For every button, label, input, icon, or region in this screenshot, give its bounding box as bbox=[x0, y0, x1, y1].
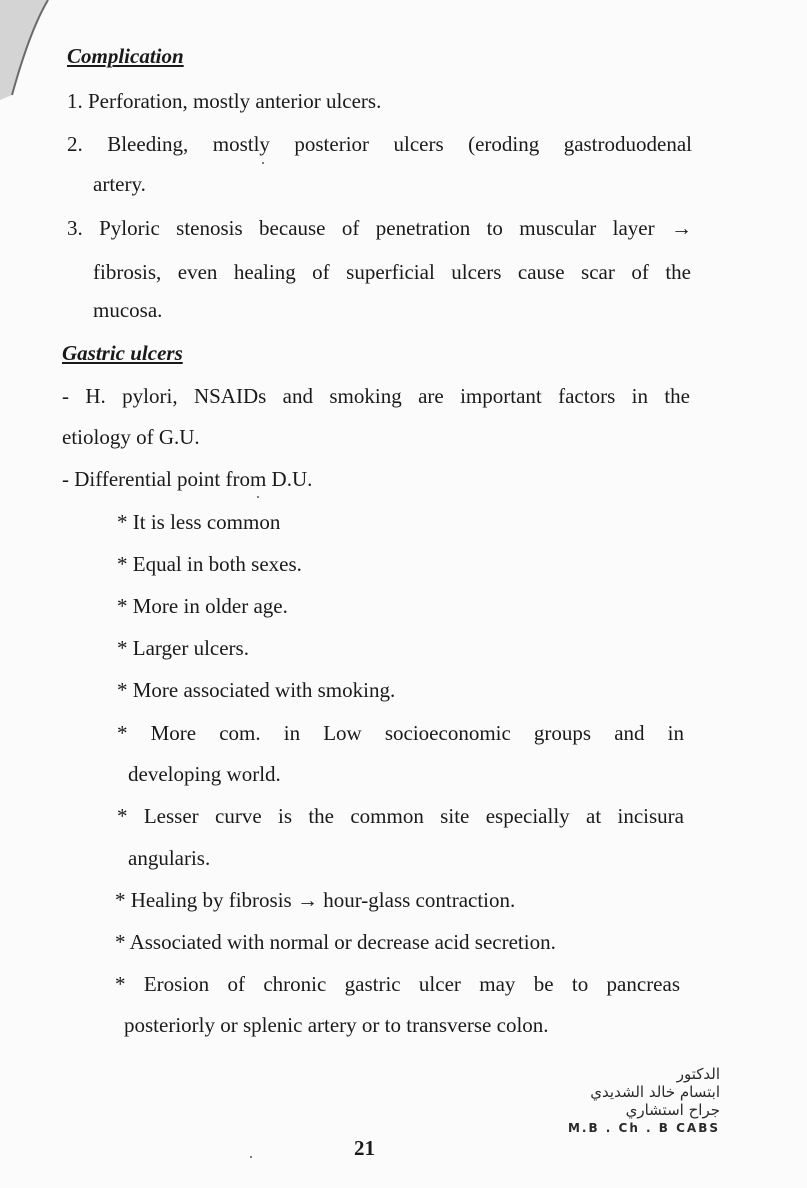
complication-item-3-line-2: fibrosis, even healing of superficial ulcers cause scar of the bbox=[93, 260, 691, 284]
bullet-item: * Larger ulcers. bbox=[117, 636, 249, 660]
bullet-item: * Associated with normal or decrease acid secretion. bbox=[115, 930, 556, 954]
scan-speck bbox=[262, 162, 264, 164]
page-number: 21 bbox=[354, 1136, 375, 1160]
scan-speck bbox=[257, 496, 259, 498]
bullet-item-continuation: angularis. bbox=[128, 846, 211, 870]
stamp-name: ابتسام خالد الشديدي bbox=[590, 1083, 720, 1101]
bullet-item: * More associated with smoking. bbox=[117, 678, 396, 702]
stamp-title: الدكتور bbox=[676, 1065, 720, 1083]
gastric-ulcers-heading: Gastric ulcers bbox=[62, 341, 183, 365]
complication-item-1: 1. Perforation, mostly anterior ulcers. bbox=[67, 89, 382, 113]
bullet-item: * Equal in both sexes. bbox=[117, 552, 302, 576]
doctor-stamp bbox=[520, 1065, 720, 1135]
bullet-item: * Healing by fibrosis → hour-glass contraction. bbox=[115, 888, 516, 912]
bullet-item-continuation: developing world. bbox=[128, 762, 281, 786]
bullet-item: * It is less common bbox=[117, 510, 281, 534]
page-corner-shadow bbox=[0, 0, 60, 110]
complication-heading: Complication bbox=[67, 44, 184, 68]
complication-item-3-line-1: 3. Pyloric stenosis because of penetration to muscular layer → bbox=[67, 216, 692, 240]
scan-speck bbox=[250, 1156, 252, 1158]
bullet-item: * Lesser curve is the common site especially at incisura bbox=[117, 804, 684, 828]
bullet-item: * Erosion of chronic gastric ulcer may be to pancreas bbox=[115, 972, 680, 996]
bullet-item: * More com. in Low socioeconomic groups and in bbox=[117, 721, 684, 745]
stamp-role: جراح استشاري bbox=[625, 1101, 720, 1119]
stamp-credentials: M.B . Ch . B CABS bbox=[567, 1121, 720, 1135]
complication-item-2-line-1: 2. Bleeding, mostly posterior ulcers (eroding gastroduodenal bbox=[67, 132, 692, 156]
gastric-para-2: - Differential point from D.U. bbox=[62, 467, 313, 491]
gastric-para-1-line-2: etiology of G.U. bbox=[62, 425, 200, 449]
complication-item-2-line-2: artery. bbox=[93, 172, 146, 196]
bullet-item: * More in older age. bbox=[117, 594, 288, 618]
gastric-para-1-line-1: - H. pylori, NSAIDs and smoking are important factors in the bbox=[62, 384, 690, 408]
complication-item-3-line-3: mucosa. bbox=[93, 298, 163, 322]
bullet-item-continuation: posteriorly or splenic artery or to transverse colon. bbox=[124, 1013, 549, 1037]
